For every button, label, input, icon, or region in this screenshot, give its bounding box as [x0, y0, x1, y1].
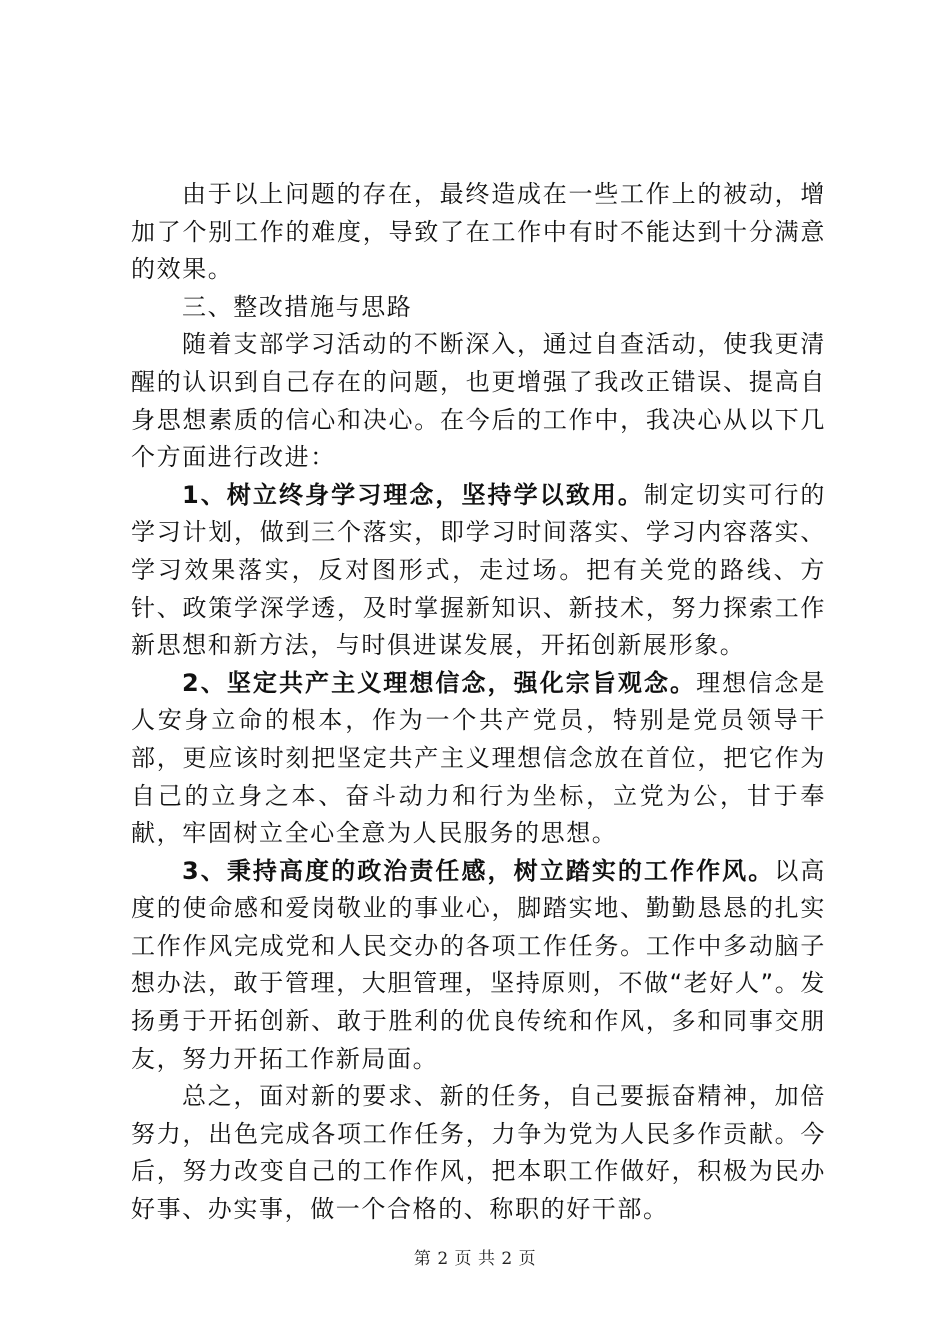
paragraph-problem-effects: 由于以上问题的存在，最终造成在一些工作上的被动，增加了个别工作的难度，导致了在工作中有时不能达到十分满意的效果。: [131, 180, 826, 284]
list-item-text: 制定切实可行的学习计划，做到三个落实，即学习时间落实、学习内容落实、学习效果落实，反对图形式，走过场。把有关党的路线、方针、政策学深学透，及时掌握新知识、新技术，努力探索工作新思想和新方法，与时俱进谋发展，开拓创新展形象。: [131, 480, 827, 660]
list-item-text: 以高度的使命感和爱岗敬业的事业心，脚踏实地、勤勤恳恳的扎实工作作风完成党和人民交办的各项工作任务。工作中多动脑子想办法，敢于管理，大胆管理，坚持原则，不做“老好人”。发扬勇于开拓创新、敢于胜利的优良传统和作风，多和同事交朋友，努力开拓工作新局面。: [131, 856, 826, 1073]
page-number-footer: 第 2 页 共 2 页: [413, 1249, 537, 1269]
paragraph-conclusion: 总之，面对新的要求、新的任务，自己要振奋精神，加倍努力，出色完成各项工作任务，力争为党为人民多作贡献。今后，努力改变自己的工作作风，把本职工作做好，积极为民办好事、办实事，做一个合格的、称职的好干部。: [131, 1082, 826, 1224]
list-item-text: 理想信念是人安身立命的根本，作为一个共产党员，特别是党员领导干部，更应该时刻把坚定共产主义理想信念放在首位，把它作为自己的立身之本、奋斗动力和行为坐标，立党为公，甘于奉献，牢固树立全心全意为人民服务的思想。: [131, 668, 827, 848]
list-item-ideals-beliefs: [131, 665, 826, 853]
list-item-lifelong-learning: [131, 477, 826, 665]
paragraph-rectification-intro: 随着支部学习活动的不断深入，通过自查活动，使我更清醒的认识到自己存在的问题，也更增强了我改正错误、提高自身思想素质的信心和决心。在今后的工作中，我决心从以下几个方面进行改进：: [131, 330, 826, 472]
list-item-lead: 3、秉持高度的政治责任感，树立踏实的工作作风。: [182, 856, 775, 885]
document-body: [131, 176, 826, 1229]
list-item-lead: 1、树立终身学习理念，坚持学以致用。: [182, 480, 644, 509]
list-item-work-style: [131, 853, 826, 1079]
section-heading: 三、整改措施与思路: [182, 292, 413, 321]
list-item-lead: 2、坚定共产主义理想信念，强化宗旨观念。: [182, 668, 697, 697]
